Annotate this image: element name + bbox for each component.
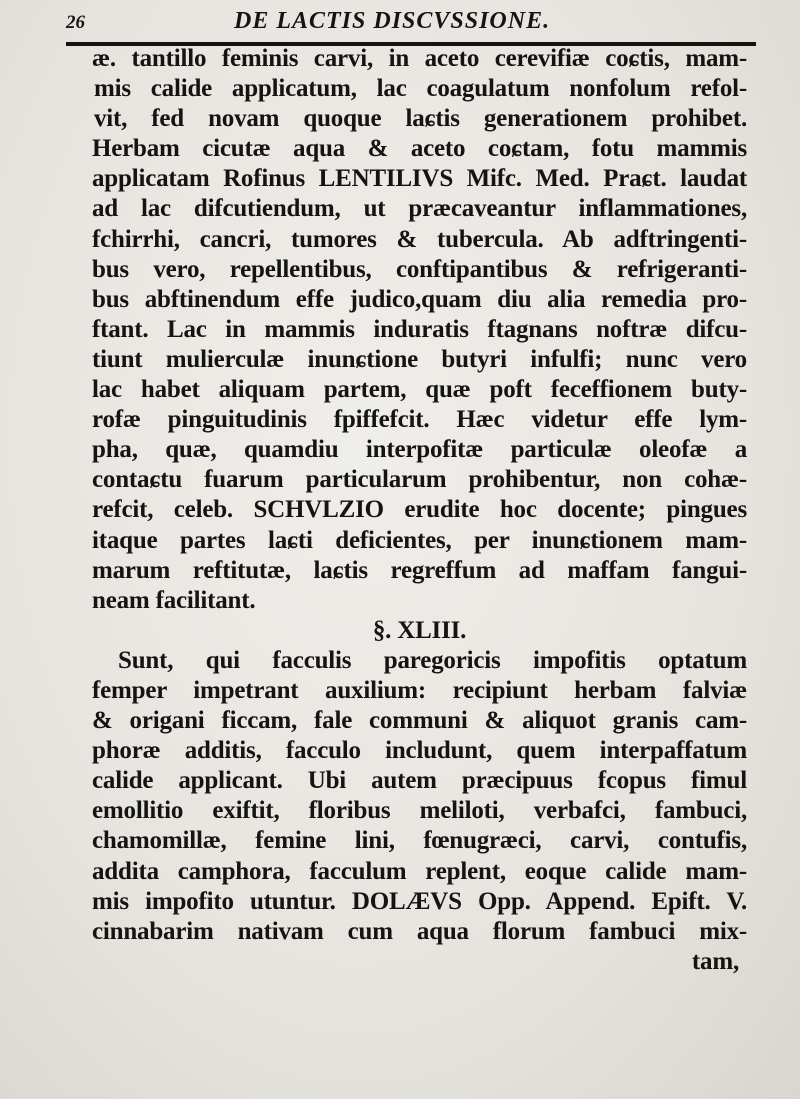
text-line: neam facilitant. [92,586,256,614]
section-heading: §. XLIII. [372,616,467,644]
page-header [66,6,756,42]
text-line: pha, quæ, quamdiu interpofitæ particulæ oleofæ a [92,436,747,464]
catchword: tam, [691,947,739,975]
text-line: cinnabarim nativam cum aqua florum fambuci mix- [92,917,747,945]
text-line: ftant. Lac in mammis induratis ftagnans noftræ difcu- [92,315,747,343]
running-head: DE LACTIS DISCVSSIONE. [234,8,551,34]
text-line: bus abftinendum effe judico,quam diu alia remedia pro- [92,285,747,313]
text-line: ad lac difcutiendum, ut præcaveantur inflammationes, [92,195,747,223]
body-text [92,44,747,977]
text-line: addita camphora, facculum replent, eoque calide mam- [92,857,747,885]
text-line: marum reftitutæ, laɕtis regreffum ad maffam fangui- [92,556,747,584]
text-line: bus vero, repellentibus, conftipantibus & refrigeranti- [92,255,747,283]
text-line: Herbam cicutæ aqua & aceto coɕtam, fotu mammis [92,135,747,163]
text-line: contaɕtu fuarum particularum prohibentur, non cohæ- [92,466,747,494]
text-line: rofæ pinguitudinis fpiffefcit. Hæc videtur effe lym- [92,406,747,434]
text-line: phoræ additis, facculo includunt, quem interpaffatum [92,737,747,765]
page-number: 26 [66,12,85,33]
text-line: fchirrhi, cancri, tumores & tubercula. Ab adftringenti- [92,225,747,253]
text-line: æ. tantillo feminis carvi, in aceto cerevifiæ coɕtis, mam- [92,45,747,72]
text-line: mis impofito utuntur. DOLÆVS Opp. Append. Epift. V. [92,887,747,915]
text-line: calide applicant. Ubi autem præcipuus fcopus fimul [92,767,747,795]
text-line: refcit, celeb. SCHVLZIO erudite hoc docente; pingues [92,496,747,524]
text-line: Sunt, qui facculis paregoricis impofitis optatum [118,646,747,674]
text-line: applicatam Rofinus LENTILIVS Mifc. Med. Praɕt. laudat [92,165,747,193]
text-line: & origani ficcam, fale communi & aliquot granis cam- [92,707,747,735]
text-line: lac habet aliquam partem, quæ poft feceffionem buty- [92,376,747,404]
text-line: mis calide applicatum, lac coagulatum nonfolum refol- [94,75,747,103]
text-line: femper impetrant auxilium: recipiunt herbam falviæ [92,676,747,704]
text-line: emollitio exiftit, floribus meliloti, verbafci, fambuci, [92,797,747,825]
text-line: itaque partes laɕti deficientes, per inunɕtionem mam- [92,526,747,554]
text-line: vit, fed novam quoque laɕtis generationem prohibet. [94,105,747,133]
text-line: chamomillæ, femine lini, fœnugræci, carvi, contufis, [92,827,747,855]
text-line: tiunt mulierculæ inunɕtione butyri infulfi; nunc vero [92,345,747,373]
